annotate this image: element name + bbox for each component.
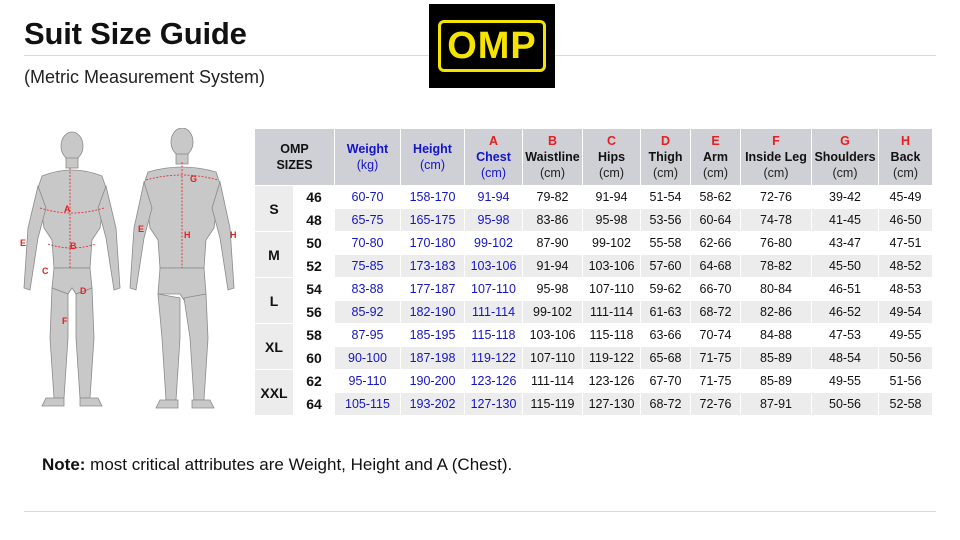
table-cell: 48-52 (879, 255, 932, 277)
table-cell: 48-54 (812, 347, 878, 369)
size-number: 52 (294, 255, 334, 277)
table-cell: 115-118 (465, 324, 522, 346)
table-cell: 85-89 (741, 347, 811, 369)
table-cell: 107-110 (465, 278, 522, 300)
table-cell: 107-110 (523, 347, 582, 369)
table-cell: 83-88 (335, 278, 400, 300)
table-row (255, 209, 932, 231)
table-cell: 47-51 (879, 232, 932, 254)
omp-logo-frame (438, 20, 546, 72)
table-cell: 52-58 (879, 393, 932, 415)
table-cell: 95-98 (523, 278, 582, 300)
table-cell: 64-68 (691, 255, 740, 277)
col-unit: (cm) (599, 166, 624, 180)
note-label: Note: (42, 455, 86, 474)
table-cell: 187-198 (401, 347, 464, 369)
size-corner-header (255, 129, 334, 185)
table-cell: 53-56 (641, 209, 690, 231)
table-row (255, 278, 932, 300)
table-cell: 57-60 (641, 255, 690, 277)
table-cell: 79-82 (523, 186, 582, 208)
table-cell: 127-130 (465, 393, 522, 415)
col-letter: D (660, 134, 671, 148)
figure-letter-d: D (80, 286, 87, 296)
table-cell: 105-115 (335, 393, 400, 415)
table-cell: 61-63 (641, 301, 690, 323)
figure-letter-e-back: E (138, 224, 145, 234)
table-cell: 71-75 (691, 370, 740, 392)
table-cell: 84-88 (741, 324, 811, 346)
size-number: 64 (294, 393, 334, 415)
table-cell: 193-202 (401, 393, 464, 415)
table-row (255, 393, 932, 415)
page-title: Suit Size Guide (24, 16, 247, 51)
col-waistline-header (523, 129, 582, 185)
col-letter: F (772, 134, 780, 148)
table-cell: 63-66 (641, 324, 690, 346)
table-header-row (255, 129, 932, 185)
col-name: Waistline (525, 150, 580, 164)
table-cell: 50-56 (879, 347, 932, 369)
table-cell: 90-100 (335, 347, 400, 369)
table-cell: 111-114 (523, 370, 582, 392)
table-cell: 85-92 (335, 301, 400, 323)
table-cell: 49-54 (879, 301, 932, 323)
col-name: Chest (476, 150, 511, 164)
table-cell: 51-54 (641, 186, 690, 208)
table-cell: 43-47 (812, 232, 878, 254)
table-cell: 45-49 (879, 186, 932, 208)
front-figure (24, 132, 120, 406)
size-number: 48 (294, 209, 334, 231)
table-cell: 83-86 (523, 209, 582, 231)
table-cell: 45-50 (812, 255, 878, 277)
table-cell: 185-195 (401, 324, 464, 346)
col-letter: A (488, 134, 499, 148)
col-name: Arm (702, 150, 728, 164)
table-cell: 76-80 (741, 232, 811, 254)
table-cell: 85-89 (741, 370, 811, 392)
size-group-label: S (255, 186, 293, 231)
table-cell: 48-53 (879, 278, 932, 300)
table-cell: 190-200 (401, 370, 464, 392)
col-height-header (401, 129, 464, 185)
table-cell: 46-50 (879, 209, 932, 231)
col-unit: (cm) (540, 166, 565, 180)
suit-size-table (254, 128, 933, 416)
table-cell: 107-110 (583, 278, 640, 300)
table-cell: 119-122 (465, 347, 522, 369)
table-cell: 70-74 (691, 324, 740, 346)
col-unit: (cm) (653, 166, 678, 180)
col-name: Height (413, 142, 452, 156)
table-cell: 62-66 (691, 232, 740, 254)
table-cell: 39-42 (812, 186, 878, 208)
table-row (255, 301, 932, 323)
table-cell: 99-102 (465, 232, 522, 254)
figure-letter-b: B (70, 241, 77, 251)
size-group-label: XXL (255, 370, 293, 415)
table-cell: 47-53 (812, 324, 878, 346)
size-number: 58 (294, 324, 334, 346)
table-cell: 115-119 (523, 393, 582, 415)
col-letter: H (900, 134, 911, 148)
table-cell: 50-56 (812, 393, 878, 415)
table-cell: 119-122 (583, 347, 640, 369)
size-group-label: XL (255, 324, 293, 369)
table-cell: 111-114 (465, 301, 522, 323)
table-row (255, 324, 932, 346)
table-cell: 127-130 (583, 393, 640, 415)
col-unit: (cm) (420, 158, 445, 172)
table-cell: 51-56 (879, 370, 932, 392)
figure-letter-h-back: H (230, 230, 237, 240)
table-cell: 82-86 (741, 301, 811, 323)
size-group-label: M (255, 232, 293, 277)
col-shoulders-header (812, 129, 878, 185)
table-cell: 173-183 (401, 255, 464, 277)
col-hips-header (583, 129, 640, 185)
table-cell: 65-75 (335, 209, 400, 231)
corner-line-1: OMP (280, 142, 309, 156)
table-cell: 78-82 (741, 255, 811, 277)
table-cell: 46-51 (812, 278, 878, 300)
size-number: 46 (294, 186, 334, 208)
size-number: 60 (294, 347, 334, 369)
table-cell: 111-114 (583, 301, 640, 323)
col-letter: B (547, 134, 558, 148)
table-cell: 65-68 (641, 347, 690, 369)
table-cell: 49-55 (879, 324, 932, 346)
table-cell: 123-126 (583, 370, 640, 392)
size-number: 56 (294, 301, 334, 323)
col-inside-leg-header (741, 129, 811, 185)
table-cell: 103-106 (583, 255, 640, 277)
table-cell: 91-94 (583, 186, 640, 208)
figure-letter-g: G (190, 174, 198, 184)
table-cell: 75-85 (335, 255, 400, 277)
table-cell: 177-187 (401, 278, 464, 300)
table-cell: 95-110 (335, 370, 400, 392)
col-letter: G (840, 134, 850, 148)
note-body: most critical attributes are Weight, Height and A (Chest). (85, 455, 513, 474)
table-cell: 59-62 (641, 278, 690, 300)
table-cell: 68-72 (691, 301, 740, 323)
table-cell: 158-170 (401, 186, 464, 208)
table-cell: 41-45 (812, 209, 878, 231)
note-text (42, 455, 512, 475)
table-cell: 87-95 (335, 324, 400, 346)
col-unit: (cm) (703, 166, 728, 180)
col-letter: E (711, 134, 720, 148)
table-cell: 80-84 (741, 278, 811, 300)
figure-letter-a: A (64, 204, 71, 214)
table-cell: 60-64 (691, 209, 740, 231)
bottom-divider (24, 511, 936, 512)
col-unit: (cm) (893, 166, 918, 180)
col-back-header (879, 129, 932, 185)
table-row (255, 370, 932, 392)
table-row (255, 232, 932, 254)
table-cell: 72-76 (691, 393, 740, 415)
col-name: Thigh (648, 150, 683, 164)
table-row (255, 186, 932, 208)
table-cell: 182-190 (401, 301, 464, 323)
table-cell: 170-180 (401, 232, 464, 254)
table-cell: 103-106 (523, 324, 582, 346)
table-cell: 49-55 (812, 370, 878, 392)
omp-logo (429, 4, 555, 88)
table-cell: 95-98 (465, 209, 522, 231)
page-subtitle: (Metric Measurement System) (24, 67, 266, 87)
table-cell: 99-102 (523, 301, 582, 323)
body-measurement-figures (20, 128, 245, 418)
col-name: Shoulders (814, 150, 876, 164)
table-cell: 95-98 (583, 209, 640, 231)
col-unit: (kg) (356, 158, 379, 172)
table-cell: 72-76 (741, 186, 811, 208)
omp-logo-text: OMP (447, 24, 537, 67)
corner-line-2: SIZES (276, 158, 313, 172)
table-cell: 91-94 (523, 255, 582, 277)
table-cell: 123-126 (465, 370, 522, 392)
col-name: Hips (597, 150, 626, 164)
table-cell: 70-80 (335, 232, 400, 254)
table-row (255, 347, 932, 369)
figure-letter-e: E (20, 238, 27, 248)
table-cell: 103-106 (465, 255, 522, 277)
table-cell: 87-91 (741, 393, 811, 415)
col-letter: C (606, 134, 617, 148)
table-cell: 91-94 (465, 186, 522, 208)
figure-letter-f: F (62, 316, 68, 326)
figure-letter-h: H (184, 230, 191, 240)
col-thigh-header (641, 129, 690, 185)
col-unit: (cm) (481, 166, 506, 180)
table-cell: 60-70 (335, 186, 400, 208)
col-unit: (cm) (832, 166, 858, 180)
table-body (255, 186, 932, 415)
col-name: Weight (346, 142, 389, 156)
size-group-label: L (255, 278, 293, 323)
table-cell: 66-70 (691, 278, 740, 300)
table-cell: 87-90 (523, 232, 582, 254)
col-unit: (cm) (763, 166, 789, 180)
table-row (255, 255, 932, 277)
figure-letter-c: C (42, 266, 49, 276)
table-cell: 46-52 (812, 301, 878, 323)
size-number: 62 (294, 370, 334, 392)
col-weight-header (335, 129, 400, 185)
table-cell: 74-78 (741, 209, 811, 231)
table-cell: 99-102 (583, 232, 640, 254)
table-cell: 67-70 (641, 370, 690, 392)
col-chest-header (465, 129, 522, 185)
table-cell: 68-72 (641, 393, 690, 415)
size-number: 54 (294, 278, 334, 300)
col-name: Inside Leg (745, 150, 807, 164)
table-cell: 71-75 (691, 347, 740, 369)
table-cell: 115-118 (583, 324, 640, 346)
col-arm-header (691, 129, 740, 185)
table-cell: 55-58 (641, 232, 690, 254)
table-cell: 58-62 (691, 186, 740, 208)
table-cell: 165-175 (401, 209, 464, 231)
col-name: Back (890, 150, 921, 164)
size-number: 50 (294, 232, 334, 254)
